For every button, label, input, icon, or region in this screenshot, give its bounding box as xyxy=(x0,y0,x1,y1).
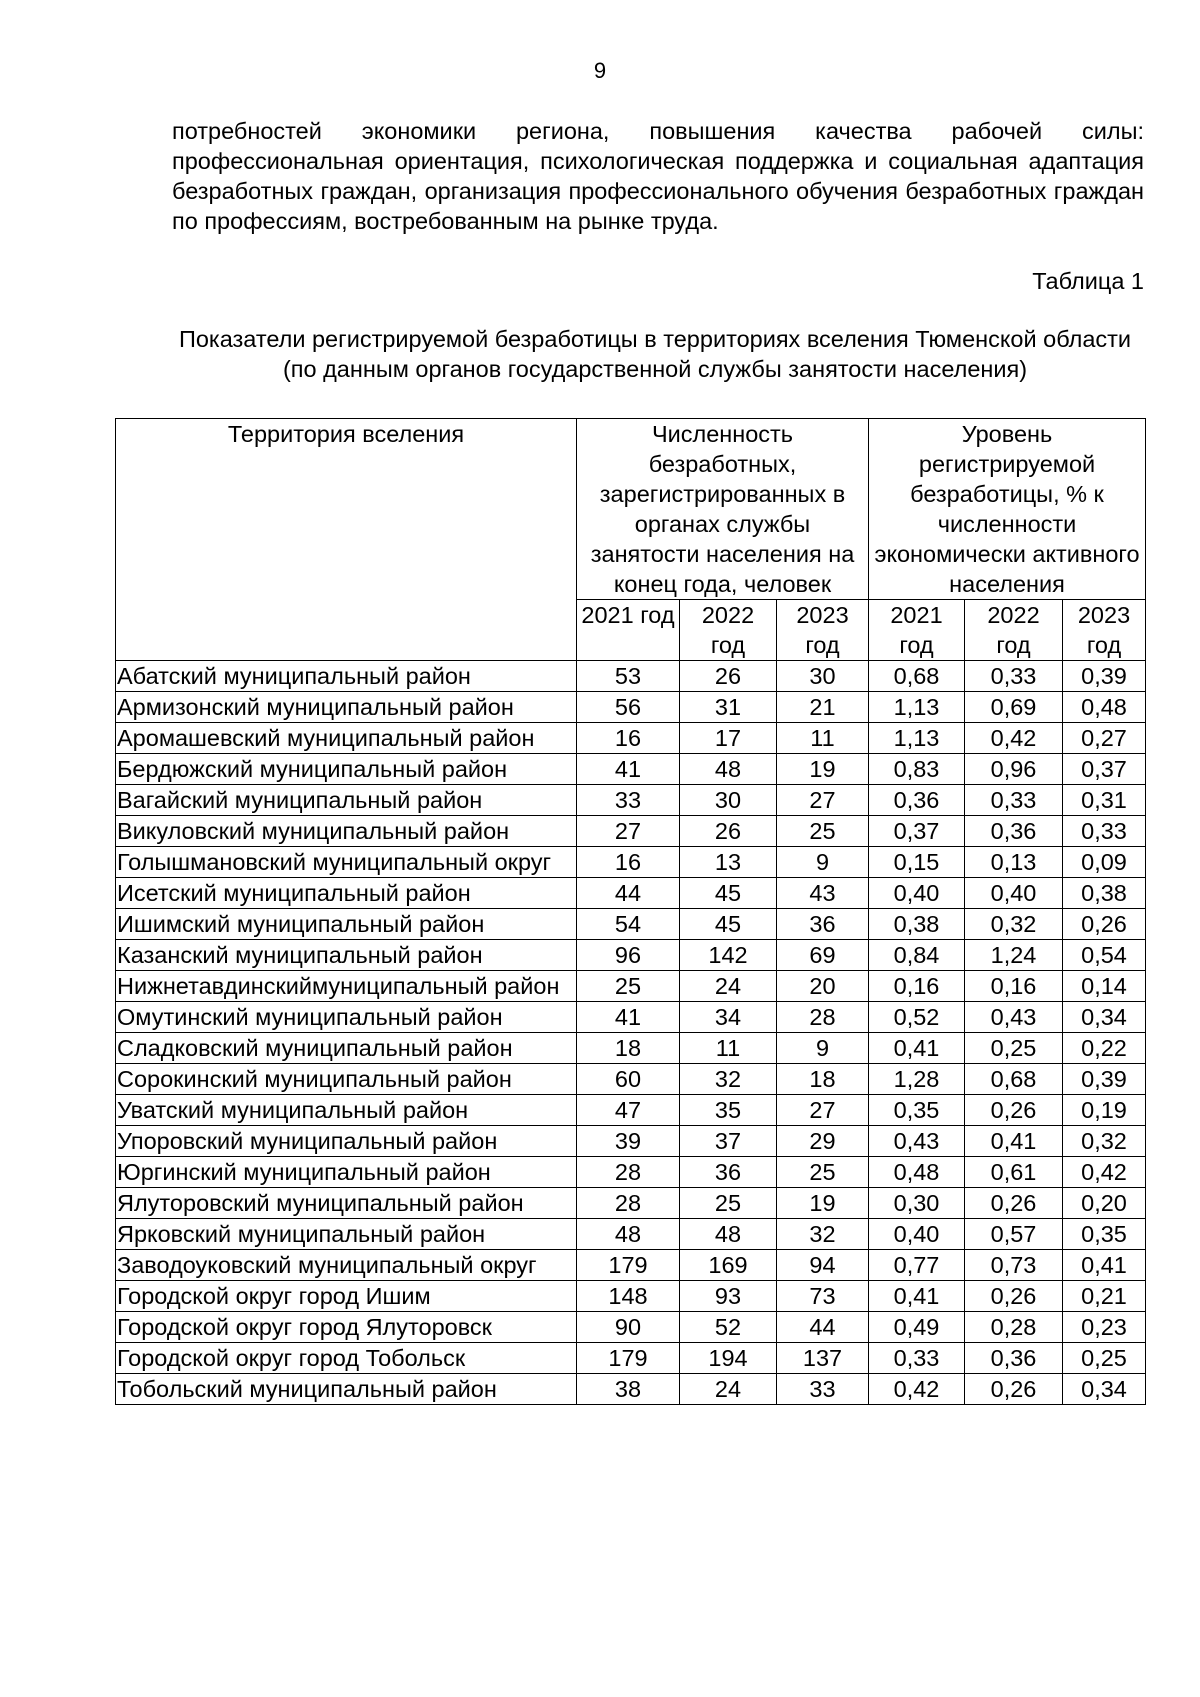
table-row xyxy=(116,754,1146,785)
unemployed-count-cell: 194 xyxy=(680,1343,777,1374)
unemployed-count-cell: 33 xyxy=(577,785,680,816)
unemployment-rate-cell: 0,41 xyxy=(869,1033,965,1064)
unemployed-count-cell: 69 xyxy=(777,940,869,971)
territory-name: Викуловский муниципальный район xyxy=(116,816,577,847)
unemployed-count-cell: 11 xyxy=(777,723,869,754)
unemployment-rate-cell: 0,15 xyxy=(869,847,965,878)
territory-name: Вагайский муниципальный район xyxy=(116,785,577,816)
unemployment-rate-cell: 0,61 xyxy=(965,1157,1063,1188)
unemployment-rate-cell: 0,33 xyxy=(869,1343,965,1374)
table-row xyxy=(116,940,1146,971)
unemployed-count-cell: 28 xyxy=(577,1157,680,1188)
unemployed-count-cell: 24 xyxy=(680,1374,777,1405)
unemployment-rate-cell: 0,42 xyxy=(1063,1157,1146,1188)
unemployed-count-cell: 41 xyxy=(577,754,680,785)
unemployed-count-cell: 30 xyxy=(777,661,869,692)
unemployed-count-cell: 13 xyxy=(680,847,777,878)
unemployed-count-cell: 93 xyxy=(680,1281,777,1312)
unemployment-rate-cell: 0,39 xyxy=(1063,1064,1146,1095)
unemployment-rate-cell: 1,13 xyxy=(869,692,965,723)
territory-name: Аромашевский муниципальный район xyxy=(116,723,577,754)
unemployment-rate-cell: 0,49 xyxy=(869,1312,965,1343)
year-header: 2022 год xyxy=(965,600,1063,661)
intro-paragraph: потребностей экономики региона, повышения качества рабочей силы: профессиональная ориентация, психологическая поддержка и социальная адаптация безработных граждан, организация профессионального обучения безработных граждан по профессиям, востребованным на рынке труда. xyxy=(172,118,1144,234)
table-row xyxy=(116,909,1146,940)
unemployment-rate-cell: 0,96 xyxy=(965,754,1063,785)
table-row xyxy=(116,723,1146,754)
territory-name: Сладковский муниципальный район xyxy=(116,1033,577,1064)
territory-name: Сорокинский муниципальный район xyxy=(116,1064,577,1095)
unemployed-count-cell: 54 xyxy=(577,909,680,940)
unemployed-count-cell: 26 xyxy=(680,661,777,692)
unemployment-rate-cell: 1,24 xyxy=(965,940,1063,971)
unemployment-rate-cell: 0,23 xyxy=(1063,1312,1146,1343)
territory-name: Ялуторовский муниципальный район xyxy=(116,1188,577,1219)
unemployment-rate-cell: 0,16 xyxy=(965,971,1063,1002)
unemployment-rate-cell: 0,37 xyxy=(869,816,965,847)
year-header: 2021 год xyxy=(577,600,680,661)
unemployed-count-cell: 32 xyxy=(777,1219,869,1250)
unemployed-count-cell: 31 xyxy=(680,692,777,723)
table-row xyxy=(116,1064,1146,1095)
unemployment-rate-cell: 0,20 xyxy=(1063,1188,1146,1219)
table-row xyxy=(116,971,1146,1002)
unemployed-count-cell: 38 xyxy=(577,1374,680,1405)
unemployed-count-cell: 33 xyxy=(777,1374,869,1405)
unemployed-count-cell: 25 xyxy=(680,1188,777,1219)
unemployment-rate-cell: 0,30 xyxy=(869,1188,965,1219)
unemployment-rate-cell: 0,19 xyxy=(1063,1095,1146,1126)
unemployed-count-cell: 56 xyxy=(577,692,680,723)
unemployed-count-cell: 39 xyxy=(577,1126,680,1157)
unemployed-count-cell: 21 xyxy=(777,692,869,723)
table-row xyxy=(116,847,1146,878)
unemployment-rate-cell: 0,77 xyxy=(869,1250,965,1281)
unemployed-count-cell: 41 xyxy=(577,1002,680,1033)
unemployed-count-cell: 19 xyxy=(777,754,869,785)
unemployed-count-cell: 26 xyxy=(680,816,777,847)
table-body xyxy=(116,661,1146,1405)
unemployed-count-cell: 96 xyxy=(577,940,680,971)
unemployment-rate-cell: 0,13 xyxy=(965,847,1063,878)
unemployed-count-cell: 94 xyxy=(777,1250,869,1281)
unemployed-count-cell: 24 xyxy=(680,971,777,1002)
unemployed-count-cell: 137 xyxy=(777,1343,869,1374)
unemployed-count-cell: 9 xyxy=(777,847,869,878)
unemployment-rate-cell: 0,09 xyxy=(1063,847,1146,878)
territory-name: Бердюжский муниципальный район xyxy=(116,754,577,785)
unemployed-count-cell: 48 xyxy=(680,754,777,785)
table-row xyxy=(116,1033,1146,1064)
unemployment-rate-cell: 0,52 xyxy=(869,1002,965,1033)
territory-name: Городской округ город Ялуторовск xyxy=(116,1312,577,1343)
unemployed-count-cell: 17 xyxy=(680,723,777,754)
unemployment-rate-cell: 0,28 xyxy=(965,1312,1063,1343)
unemployment-rate-cell: 0,40 xyxy=(965,878,1063,909)
unemployed-count-cell: 9 xyxy=(777,1033,869,1064)
unemployment-rate-cell: 0,68 xyxy=(965,1064,1063,1095)
territory-name: Городской округ город Ишим xyxy=(116,1281,577,1312)
unemployed-count-cell: 52 xyxy=(680,1312,777,1343)
unemployed-count-cell: 20 xyxy=(777,971,869,1002)
unemployment-rate-cell: 0,41 xyxy=(1063,1250,1146,1281)
unemployed-count-cell: 60 xyxy=(577,1064,680,1095)
unemployed-count-cell: 11 xyxy=(680,1033,777,1064)
unemployed-count-cell: 18 xyxy=(577,1033,680,1064)
unemployment-rate-cell: 0,42 xyxy=(869,1374,965,1405)
territory-name: Юргинский муниципальный район xyxy=(116,1157,577,1188)
unemployed-count-cell: 27 xyxy=(777,785,869,816)
unemployment-rate-cell: 0,48 xyxy=(1063,692,1146,723)
unemployment-rate-cell: 0,16 xyxy=(869,971,965,1002)
unemployment-rate-cell: 0,34 xyxy=(1063,1374,1146,1405)
unemployment-rate-cell: 0,39 xyxy=(1063,661,1146,692)
unemployed-count-cell: 36 xyxy=(680,1157,777,1188)
unemployed-count-cell: 90 xyxy=(577,1312,680,1343)
table-row xyxy=(116,1219,1146,1250)
unemployed-count-cell: 18 xyxy=(777,1064,869,1095)
unemployment-rate-cell: 0,34 xyxy=(1063,1002,1146,1033)
unemployment-rate-cell: 1,28 xyxy=(869,1064,965,1095)
unemployment-rate-cell: 0,25 xyxy=(965,1033,1063,1064)
territory-name: Казанский муниципальный район xyxy=(116,940,577,971)
unemployment-rate-cell: 0,25 xyxy=(1063,1343,1146,1374)
unemployment-rate-cell: 0,43 xyxy=(965,1002,1063,1033)
unemployed-count-cell: 48 xyxy=(680,1219,777,1250)
unemployment-rate-cell: 0,33 xyxy=(965,661,1063,692)
unemployed-count-cell: 44 xyxy=(777,1312,869,1343)
unemployment-rate-cell: 0,33 xyxy=(1063,816,1146,847)
territory-name: Голышмановский муниципальный округ xyxy=(116,847,577,878)
table-row xyxy=(116,1126,1146,1157)
unemployment-rate-cell: 0,38 xyxy=(869,909,965,940)
table-row xyxy=(116,1157,1146,1188)
territory-name: Городской округ город Тобольск xyxy=(116,1343,577,1374)
unemployment-rate-cell: 0,42 xyxy=(965,723,1063,754)
table-row xyxy=(116,1250,1146,1281)
unemployed-count-cell: 179 xyxy=(577,1250,680,1281)
unemployed-count-cell: 43 xyxy=(777,878,869,909)
table-row xyxy=(116,816,1146,847)
unemployment-rate-cell: 0,31 xyxy=(1063,785,1146,816)
unemployment-rate-cell: 0,38 xyxy=(1063,878,1146,909)
unemployment-rate-cell: 0,35 xyxy=(1063,1219,1146,1250)
unemployed-count-cell: 32 xyxy=(680,1064,777,1095)
unemployment-rate-cell: 0,37 xyxy=(1063,754,1146,785)
unemployment-rate-cell: 0,22 xyxy=(1063,1033,1146,1064)
unemployment-rate-cell: 1,13 xyxy=(869,723,965,754)
unemployment-table xyxy=(115,418,1146,1405)
table-caption: Показатели регистрируемой безработицы в территориях вселения Тюменской области (по данным органов государственной службы занятости населения) xyxy=(178,326,1132,382)
table-row xyxy=(116,692,1146,723)
unemployed-count-cell: 142 xyxy=(680,940,777,971)
territory-name: Заводоуковский муниципальный округ xyxy=(116,1250,577,1281)
unemployment-rate-cell: 0,26 xyxy=(965,1188,1063,1219)
territory-name: Уватский муниципальный район xyxy=(116,1095,577,1126)
header-unemployment-rate: Уровень регистрируемой безработицы, % к численности экономически активного населения xyxy=(869,419,1146,600)
unemployment-rate-cell: 0,41 xyxy=(965,1126,1063,1157)
unemployment-rate-cell: 0,69 xyxy=(965,692,1063,723)
unemployment-rate-cell: 0,36 xyxy=(965,1343,1063,1374)
territory-name: Армизонский муниципальный район xyxy=(116,692,577,723)
unemployed-count-cell: 148 xyxy=(577,1281,680,1312)
unemployment-rate-cell: 0,57 xyxy=(965,1219,1063,1250)
unemployed-count-cell: 35 xyxy=(680,1095,777,1126)
header-row xyxy=(116,419,1146,600)
unemployment-rate-cell: 0,33 xyxy=(965,785,1063,816)
unemployed-count-cell: 45 xyxy=(680,878,777,909)
unemployed-count-cell: 28 xyxy=(577,1188,680,1219)
unemployed-count-cell: 48 xyxy=(577,1219,680,1250)
table-row xyxy=(116,1095,1146,1126)
unemployed-count-cell: 25 xyxy=(577,971,680,1002)
unemployment-rate-cell: 0,36 xyxy=(869,785,965,816)
unemployed-count-cell: 36 xyxy=(777,909,869,940)
table-row xyxy=(116,1343,1146,1374)
unemployed-count-cell: 34 xyxy=(680,1002,777,1033)
year-header: 2021 год xyxy=(869,600,965,661)
territory-name: Ишимский муниципальный район xyxy=(116,909,577,940)
page-number: 9 xyxy=(593,58,607,83)
unemployed-count-cell: 30 xyxy=(680,785,777,816)
unemployed-count-cell: 179 xyxy=(577,1343,680,1374)
unemployed-count-cell: 25 xyxy=(777,816,869,847)
header-unemployed-count: Численность безработных, зарегистрированных в органах службы занятости населения на конец года, человек xyxy=(577,419,869,600)
territory-name: Нижнетавдинскиймуниципальный район xyxy=(116,971,577,1002)
header-territory: Территория вселения xyxy=(116,419,577,661)
territory-name: Упоровский муниципальный район xyxy=(116,1126,577,1157)
unemployment-rate-cell: 0,32 xyxy=(965,909,1063,940)
table-row xyxy=(116,1281,1146,1312)
unemployment-rate-cell: 0,40 xyxy=(869,1219,965,1250)
unemployment-rate-cell: 0,26 xyxy=(1063,909,1146,940)
territory-name: Ярковский муниципальный район xyxy=(116,1219,577,1250)
unemployment-rate-cell: 0,43 xyxy=(869,1126,965,1157)
unemployment-rate-cell: 0,35 xyxy=(869,1095,965,1126)
unemployed-count-cell: 53 xyxy=(577,661,680,692)
table-label: Таблица 1 xyxy=(1032,268,1144,294)
unemployment-rate-cell: 0,73 xyxy=(965,1250,1063,1281)
unemployment-rate-cell: 0,26 xyxy=(965,1374,1063,1405)
unemployed-count-cell: 28 xyxy=(777,1002,869,1033)
unemployed-count-cell: 19 xyxy=(777,1188,869,1219)
unemployment-rate-cell: 0,32 xyxy=(1063,1126,1146,1157)
unemployment-rate-cell: 0,40 xyxy=(869,878,965,909)
unemployment-rate-cell: 0,41 xyxy=(869,1281,965,1312)
unemployed-count-cell: 16 xyxy=(577,847,680,878)
unemployment-rate-cell: 0,84 xyxy=(869,940,965,971)
territory-name: Абатский муниципальный район xyxy=(116,661,577,692)
table-row xyxy=(116,1002,1146,1033)
unemployed-count-cell: 44 xyxy=(577,878,680,909)
unemployment-rate-cell: 0,83 xyxy=(869,754,965,785)
year-header: 2023 год xyxy=(777,600,869,661)
table-row xyxy=(116,878,1146,909)
unemployment-rate-cell: 0,68 xyxy=(869,661,965,692)
unemployment-rate-cell: 0,26 xyxy=(965,1095,1063,1126)
unemployment-rate-cell: 0,54 xyxy=(1063,940,1146,971)
unemployment-rate-cell: 0,27 xyxy=(1063,723,1146,754)
table-row xyxy=(116,1188,1146,1219)
unemployment-rate-cell: 0,36 xyxy=(965,816,1063,847)
unemployed-count-cell: 37 xyxy=(680,1126,777,1157)
table-row xyxy=(116,1312,1146,1343)
unemployed-count-cell: 27 xyxy=(577,816,680,847)
unemployment-rate-cell: 0,48 xyxy=(869,1157,965,1188)
unemployed-count-cell: 73 xyxy=(777,1281,869,1312)
year-header: 2022 год xyxy=(680,600,777,661)
unemployment-rate-cell: 0,26 xyxy=(965,1281,1063,1312)
territory-name: Омутинский муниципальный район xyxy=(116,1002,577,1033)
territory-name: Исетский муниципальный район xyxy=(116,878,577,909)
table-row xyxy=(116,661,1146,692)
table-row xyxy=(116,1374,1146,1405)
unemployed-count-cell: 16 xyxy=(577,723,680,754)
year-header: 2023 год xyxy=(1063,600,1146,661)
unemployed-count-cell: 169 xyxy=(680,1250,777,1281)
unemployed-count-cell: 25 xyxy=(777,1157,869,1188)
unemployment-rate-cell: 0,21 xyxy=(1063,1281,1146,1312)
table-row xyxy=(116,785,1146,816)
unemployed-count-cell: 47 xyxy=(577,1095,680,1126)
unemployment-rate-cell: 0,14 xyxy=(1063,971,1146,1002)
territory-name: Тобольский муниципальный район xyxy=(116,1374,577,1405)
unemployed-count-cell: 27 xyxy=(777,1095,869,1126)
unemployed-count-cell: 45 xyxy=(680,909,777,940)
unemployed-count-cell: 29 xyxy=(777,1126,869,1157)
